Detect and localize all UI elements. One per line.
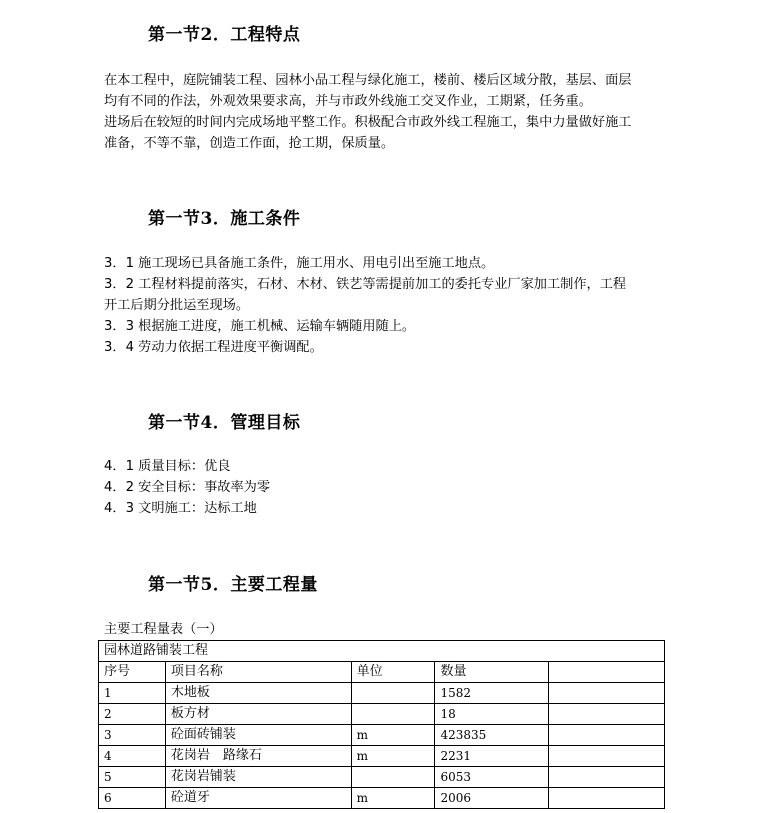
table-cell	[549, 725, 665, 746]
column-header: 项目名称	[165, 662, 351, 683]
table-cell: 2006	[435, 788, 549, 809]
table-row	[99, 746, 665, 767]
section-4-heading: 第一节4．管理目标	[148, 413, 301, 433]
list-item: 4．1 质量目标：优良	[104, 459, 231, 474]
table-cell	[351, 704, 435, 725]
table-cell: 1	[99, 683, 166, 704]
table-group-title: 园林道路铺装工程	[99, 641, 665, 662]
table-cell: 板方材	[165, 704, 351, 725]
table-cell: 木地板	[165, 683, 351, 704]
table-row	[99, 767, 665, 788]
section-2-body	[104, 70, 674, 154]
table-caption: 主要工程量表（一）	[104, 622, 223, 637]
table-cell: 5	[99, 767, 166, 788]
paragraph-line: 准备，不等不靠，创造工作面，抢工期，保质量。	[104, 136, 395, 151]
table-cell	[549, 746, 665, 767]
paragraph-line: 进场后在较短的时间内完成场地平整工作。积极配合市政外线工程施工，集中力量做好施工	[104, 115, 632, 130]
table-cell: 砼道牙	[165, 788, 351, 809]
paragraph-line: 在本工程中，庭院铺装工程、园林小品工程与绿化施工，楼前、楼后区域分散，基层、面层	[104, 73, 632, 88]
table-cell	[549, 788, 665, 809]
paragraph-line: 均有不同的作法，外观效果要求高，并与市政外线施工交叉作业，工期紧，任务重。	[104, 94, 592, 109]
section-4-body	[104, 456, 674, 519]
table-header-row	[99, 662, 665, 683]
section-3-body	[104, 253, 674, 358]
table-cell: 2231	[435, 746, 549, 767]
table-row	[99, 788, 665, 809]
table-cell: 砼面砖铺装	[165, 725, 351, 746]
table-cell	[351, 683, 435, 704]
table-cell	[351, 767, 435, 788]
table-cell: 423835	[435, 725, 549, 746]
section-3-heading: 第一节3．施工条件	[148, 209, 301, 229]
column-header: 序号	[99, 662, 166, 683]
table-cell	[549, 704, 665, 725]
table-cell: 花岗岩铺装	[165, 767, 351, 788]
list-item: 3．4 劳动力依据工程进度平衡调配。	[104, 340, 323, 355]
quantity-table	[98, 640, 665, 809]
table-cell: m	[351, 725, 435, 746]
column-header	[549, 662, 665, 683]
column-header: 单位	[351, 662, 435, 683]
list-item: 4．2 安全目标：事故率为零	[104, 480, 271, 495]
table-cell: 花岗岩 路缘石	[165, 746, 351, 767]
table-cell: 6053	[435, 767, 549, 788]
table-row	[99, 725, 665, 746]
table-cell: 3	[99, 725, 166, 746]
column-header: 数量	[435, 662, 549, 683]
list-item: 3．1 施工现场已具备施工条件，施工用水、用电引出至施工地点。	[104, 256, 495, 271]
list-item: 开工后期分批运至现场。	[104, 298, 250, 313]
section-2-heading: 第一节2．工程特点	[148, 25, 301, 45]
table-group-row	[99, 641, 665, 662]
table-cell: 18	[435, 704, 549, 725]
table-cell	[549, 683, 665, 704]
table-cell: m	[351, 746, 435, 767]
table-cell: 6	[99, 788, 166, 809]
table-cell: 1582	[435, 683, 549, 704]
table-row	[99, 704, 665, 725]
list-item: 4．3 文明施工：达标工地	[104, 501, 257, 516]
table-row	[99, 683, 665, 704]
table-cell: 4	[99, 746, 166, 767]
list-item: 3．3 根据施工进度，施工机械、运输车辆随用随上。	[104, 319, 416, 334]
table-cell: 2	[99, 704, 166, 725]
table-cell: m	[351, 788, 435, 809]
table-cell	[549, 767, 665, 788]
list-item: 3．2 工程材料提前落实，石材、木材、铁艺等需提前加工的委托专业厂家加工制作，工程	[104, 277, 627, 292]
section-5-heading: 第一节5．主要工程量	[148, 575, 318, 595]
